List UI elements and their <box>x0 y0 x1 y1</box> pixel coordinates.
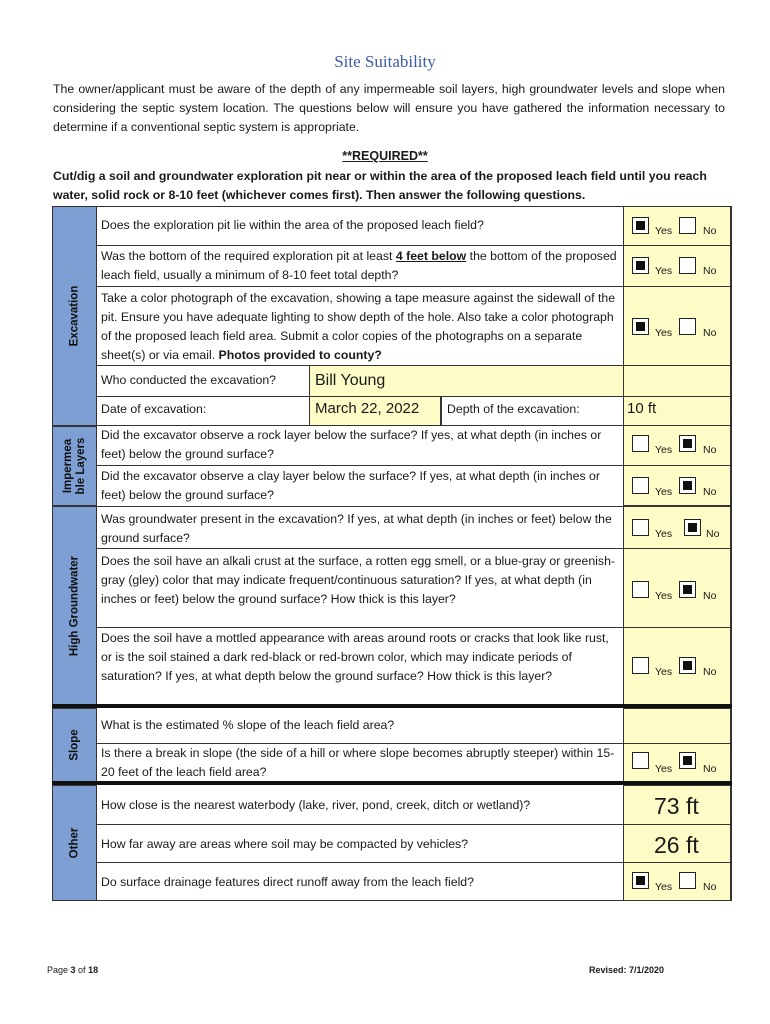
question-alkali-crust: Does the soil have an alkali crust at the surface, a rotten egg smell, or a blue-gray or greenish-gray (gley) color that may indicate frequent/continuous saturation? If yes, at what depth (in inches or feet) below the ground surface? How thick is this layer? <box>101 554 616 606</box>
section-label-slope: Slope <box>68 729 81 761</box>
q5-no-checkbox[interactable] <box>679 477 696 494</box>
q4-no-checkbox[interactable] <box>679 435 696 452</box>
value-who-conducted: Bill Young <box>315 372 386 389</box>
q1-no-checkbox[interactable] <box>679 217 696 234</box>
label-who-conducted: Who conducted the excavation? <box>101 373 277 387</box>
question-slope-break: Is there a break in slope (the side of a hill or where slope becomes abruptly steeper) within 15-20 feet of the leach field area? <box>101 746 615 779</box>
required-heading: **REQUIRED** <box>342 149 428 163</box>
question-rock-layer: Did the excavator observe a rock layer below the surface? If yes, at what depth (in inches or feet) below the ground surface? <box>101 428 602 461</box>
label-date: Date of excavation: <box>101 402 207 416</box>
value-depth: 10 ft <box>627 400 657 417</box>
value-waterbody-distance: 73 ft <box>654 793 699 819</box>
q6-yes-checkbox[interactable] <box>632 519 649 536</box>
q1-yes-checkbox[interactable] <box>632 217 649 234</box>
value-date: March 22, 2022 <box>315 400 420 417</box>
q2-yes-checkbox[interactable] <box>632 257 649 274</box>
q7-yes-checkbox[interactable] <box>632 581 649 598</box>
q8-no-checkbox[interactable] <box>679 657 696 674</box>
page-title: Site Suitability <box>334 52 436 71</box>
q3-yes-checkbox[interactable] <box>632 318 649 335</box>
question-mottled-soil: Does the soil have a mottled appearance with areas around roots or cracks that look like rust, or is the soil stained a dark red-black or red-brown color, which may indicate periods of saturation? If yes, at what depth below the ground surface? How thick is this layer? <box>101 631 609 683</box>
intro-paragraph: The owner/applicant must be aware of the depth of any impermeable soil layers, high groundwater levels and slope when considering the septic system location. The questions below will ensure you have gathered the information necessary to determine if a conventional septic system is appropriate. <box>53 82 725 134</box>
q4-yes-checkbox[interactable] <box>632 435 649 452</box>
question-clay-layer: Did the excavator observe a clay layer below the surface? If yes, at what depth (in inches or feet) below the ground surface? <box>101 469 600 502</box>
q10-yes-checkbox[interactable] <box>632 752 649 769</box>
q3-no-checkbox[interactable] <box>679 318 696 335</box>
page-number: Page 3 of 18 <box>47 965 99 975</box>
question-waterbody-distance: How close is the nearest waterbody (lake, river, pond, creek, ditch or wetland)? <box>101 798 531 812</box>
question-compaction-distance: How far away are areas where soil may be compacted by vehicles? <box>101 837 469 851</box>
q10-no-checkbox[interactable] <box>679 752 696 769</box>
question-slope-percent: What is the estimated % slope of the leach field area? <box>101 718 395 732</box>
section-label-groundwater: High Groundwater <box>68 555 81 657</box>
q13-no-checkbox[interactable] <box>679 872 696 889</box>
instructions: Cut/dig a soil and groundwater exploration pit near or within the area of the proposed leach field until you reach water, solid rock or 8-10 feet (whichever comes first). Then answer the following questions. <box>53 169 707 202</box>
q6-no-checkbox[interactable] <box>684 519 701 536</box>
q7-no-checkbox[interactable] <box>679 581 696 598</box>
revised-date: Revised: 7/1/2020 <box>589 965 665 975</box>
section-label-impermeable: Impermea ble Layers <box>62 437 87 495</box>
q8-yes-checkbox[interactable] <box>632 657 649 674</box>
question-groundwater-present: Was groundwater present in the excavation? If yes, at what depth (in inches or feet) below the ground surface? <box>101 512 612 545</box>
question-pit-depth: Was the bottom of the required exploration pit at least 4 feet below the bottom of the proposed leach field, usually a minimum of 8-10 feet total depth? <box>101 249 617 282</box>
section-label-other: Other <box>68 827 81 859</box>
value-compaction-distance: 26 ft <box>654 832 699 858</box>
q13-yes-checkbox[interactable] <box>632 872 649 889</box>
question-pit-location: Does the exploration pit lie within the area of the proposed leach field? <box>101 218 484 232</box>
q5-yes-checkbox[interactable] <box>632 477 649 494</box>
q2-no-checkbox[interactable] <box>679 257 696 274</box>
question-photographs: Take a color photograph of the excavation, showing a tape measure against the sidewall of the pit. Ensure you have adequate lighting to show depth of the hole. Also take a color photograph of the proposed leach field area. Submit a color copies of the photographs on a separate sheet(s) or via email. Photos provided to county? <box>101 291 616 362</box>
label-depth: Depth of the excavation: <box>447 402 580 416</box>
question-surface-drainage: Do surface drainage features direct runoff away from the leach field? <box>101 875 474 889</box>
section-label-excavation: Excavation <box>68 285 81 347</box>
